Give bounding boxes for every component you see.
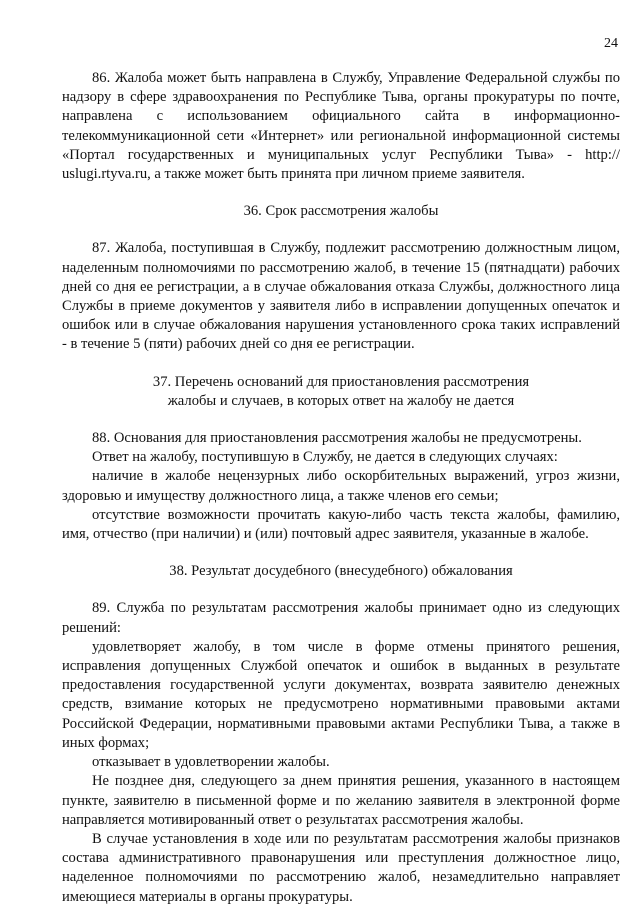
paragraph-88-case-2: отсутствие возможности прочитать какую-либо часть текста жалобы, фамилию, имя, отчество (при наличии) и (или) почтовый адрес заявителя, указанные в жалобе. <box>62 506 620 543</box>
paragraph-89-decision-2: отказывает в удовлетворении жалобы. <box>92 754 330 771</box>
section-heading-37-line1: 37. Перечень оснований для приостановления рассмотрения <box>152 373 530 390</box>
document-body <box>62 69 620 907</box>
paragraph-89-deadline: Не позднее дня, следующего за днем принятия решения, указанного в настоящем пункте, заявителю в письменной форме и по желанию заявителя в электронной форме направляется мотивированный ответ о результатах рассмотрения жалобы. <box>62 773 620 828</box>
section-heading-37 <box>62 373 620 411</box>
paragraph-88: 88. Основания для приостановления рассмотрения жалобы не предусмотрены. <box>92 430 582 447</box>
section-heading-38: 38. Результат досудебного (внесудебного) обжалования <box>169 563 513 580</box>
paragraph-87: 87. Жалоба, поступившая в Службу, подлежит рассмотрению должностным лицом, наделенным полномочиями по рассмотрению жалоб, в течение 15 (пятнадцати) рабочих дней со дня ее регистрации, а в случае обжалования отказа Службы, должностного лица Службы в приеме документов у заявителя либо в исправлении допущенных опечаток и ошибок или в случае обжалования нарушения установленного срока таких исправлений - в течение 5 (пяти) рабочих дней со дня ее регистрации. <box>62 240 620 353</box>
section-heading-36: 36. Срок рассмотрения жалобы <box>243 203 439 220</box>
paragraph-89: 89. Служба по результатам рассмотрения жалобы принимает одно из следующих решений: <box>62 600 620 636</box>
paragraph-88-answer: Ответ на жалобу, поступившую в Службу, не дается в следующих случаях: <box>92 449 558 466</box>
paragraph-89-prosecutor: В случае установления в ходе или по результатам рассмотрения жалобы признаков состава административного правонарушения или преступления должностное лицо, наделенное полномочиями по рассмотрению жалоб, незамедлительно направляет имеющиеся материалы в органы прокуратуры. <box>62 830 620 905</box>
paragraph-89-decision-1: удовлетворяет жалобу, в том числе в форме отмены принятого решения, исправления допущенных Службой опечаток и ошибок в выданных в результате предоставления государственной услуги документах, возврата заявителю денежных средств, взимание которых не предусмотрено нормативными правовыми актами Российской Федерации, нормативными правовыми актами Республики Тыва, а также в иных формах; <box>62 638 620 751</box>
paragraph-86: 86. Жалоба может быть направлена в Службу, Управление Федеральной службы по надзору в сфере здравоохранения по Республике Тыва, органы прокуратуры по почте, направлена с использованием официального сайта в информационно-телекоммуникационной сети «Интернет» или региональной информационной системы «Портал государственных и муниципальных услуг Республики Тыва» - http:// uslugi.rtyva.ru, а также может быть принята при личном приеме заявителя. <box>62 70 620 183</box>
paragraph-88-case-1: наличие в жалобе нецензурных либо оскорбительных выражений, угроз жизни, здоровью и имуществу должностного лица, а также членов его семьи; <box>62 468 620 504</box>
page-number: 24 <box>604 36 618 51</box>
section-heading-37-line2: жалобы и случаев, в которых ответ на жалобу не дается <box>167 392 515 409</box>
